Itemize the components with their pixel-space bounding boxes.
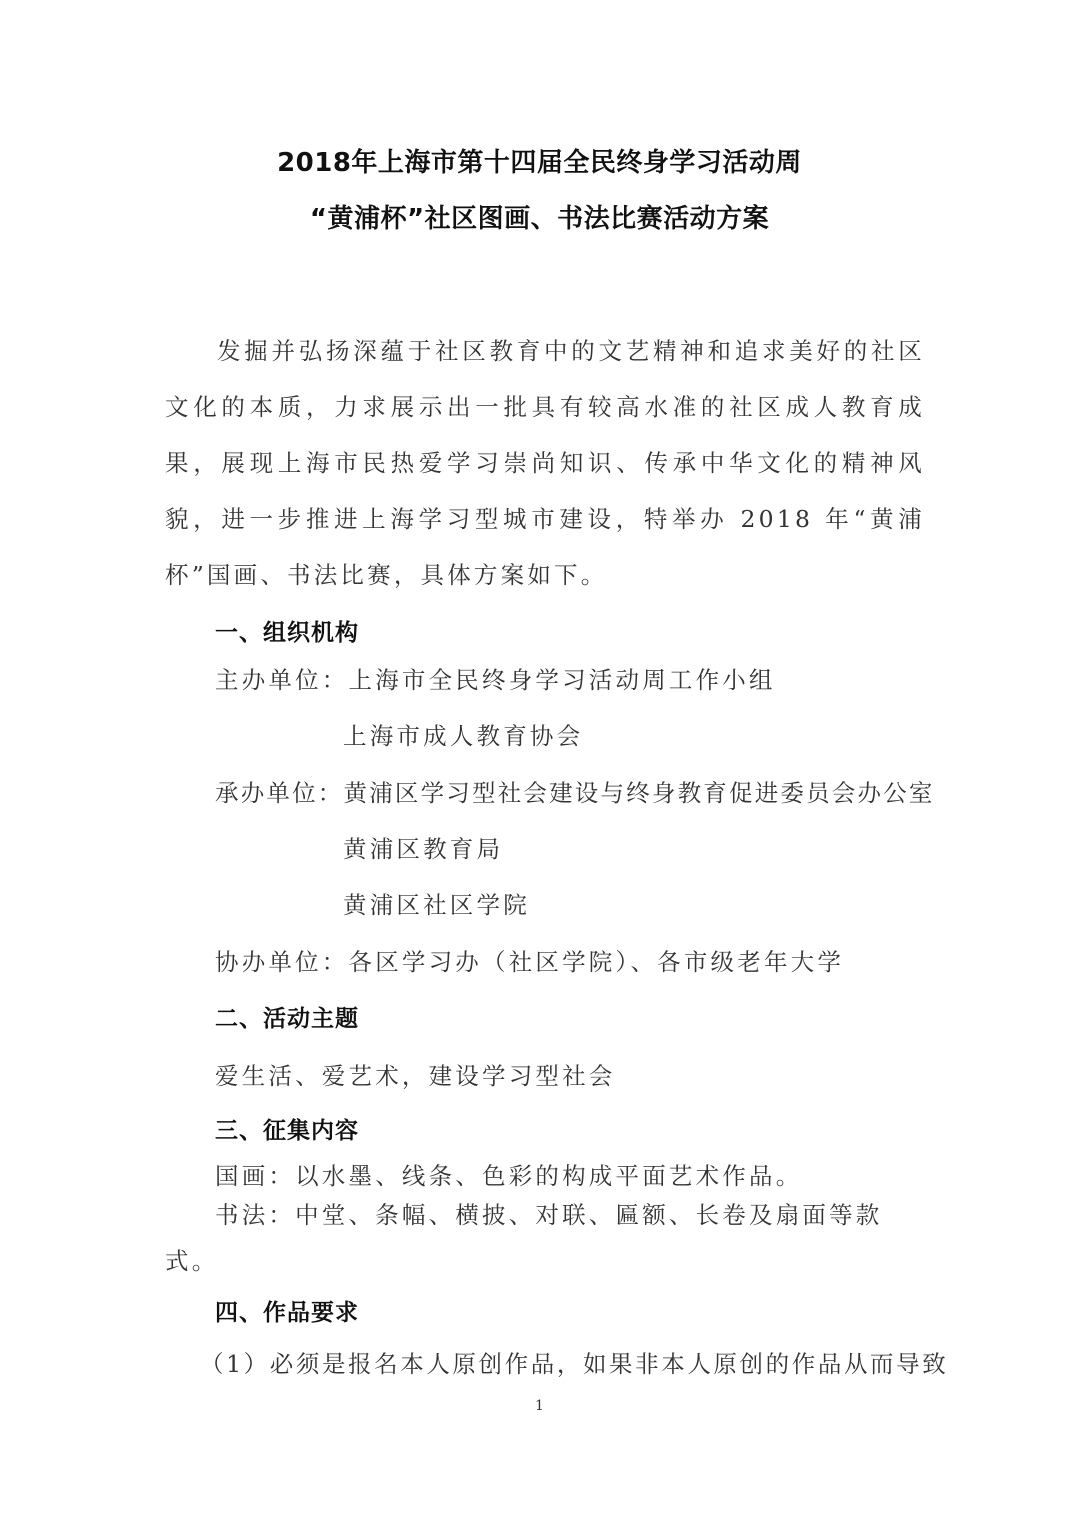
calligraphy-requirement: 书法：中堂、条幅、横披、对联、匾额、长卷及扇面等款式。 [165,1201,883,1275]
co-unit-1: 各区学习办（社区学院）、各市级老年大学 [348,948,845,976]
section-heading-content: 三、征集内容 [215,1118,359,1144]
organizer-unit-line [215,774,935,808]
title-line-2: “黄浦杯”社区图画、书法比赛活动方案 [309,204,770,234]
section-heading-theme: 二、活动主题 [215,1006,359,1032]
title-line-1: 2018年上海市第十四届全民终身学习活动周 [277,148,802,178]
theme-text: 爱生活、爱艺术，建设学习型社会 [215,1062,616,1090]
intro-paragraph: 发掘并弘扬深蕴于社区教育中的文艺精神和追求美好的社区文化的本质，力求展示出一批具有较高水准的社区成人教育成果，展现上海市民热爱学习崇尚知识、传承中华文化的精神风貌，进一步推进上海学习型城市建设，特举办 2018 年“黄浦杯”国画、书法比赛，具体方案如下。 [165,337,925,589]
organizer-unit-label: 承办单位： [215,779,344,807]
host-unit-1: 上海市全民终身学习活动周工作小组 [348,666,776,694]
host-unit-2: 上海市成人教育协会 [343,722,584,750]
host-unit-line [215,661,776,695]
organizer-unit-3: 黄浦区社区学院 [343,891,530,919]
organizer-unit-1: 黄浦区学习型社会建设与终身教育促进委员会办公室 [343,779,935,807]
host-unit-label: 主办单位： [215,666,349,694]
co-unit-label: 协办单位： [215,948,349,976]
page-number: 1 [535,1398,544,1414]
requirement-item-1: （1）必须是报名本人原创作品，如果非本人原创的作品从而导致 [200,1350,949,1378]
section-heading-requirements: 四、作品要求 [215,1300,359,1326]
section-heading-organization: 一、组织机构 [215,620,359,646]
organizer-unit-2: 黄浦区教育局 [343,835,504,863]
co-unit-line [215,943,844,977]
painting-requirement: 国画：以水墨、线条、色彩的构成平面艺术作品。 [215,1162,803,1190]
